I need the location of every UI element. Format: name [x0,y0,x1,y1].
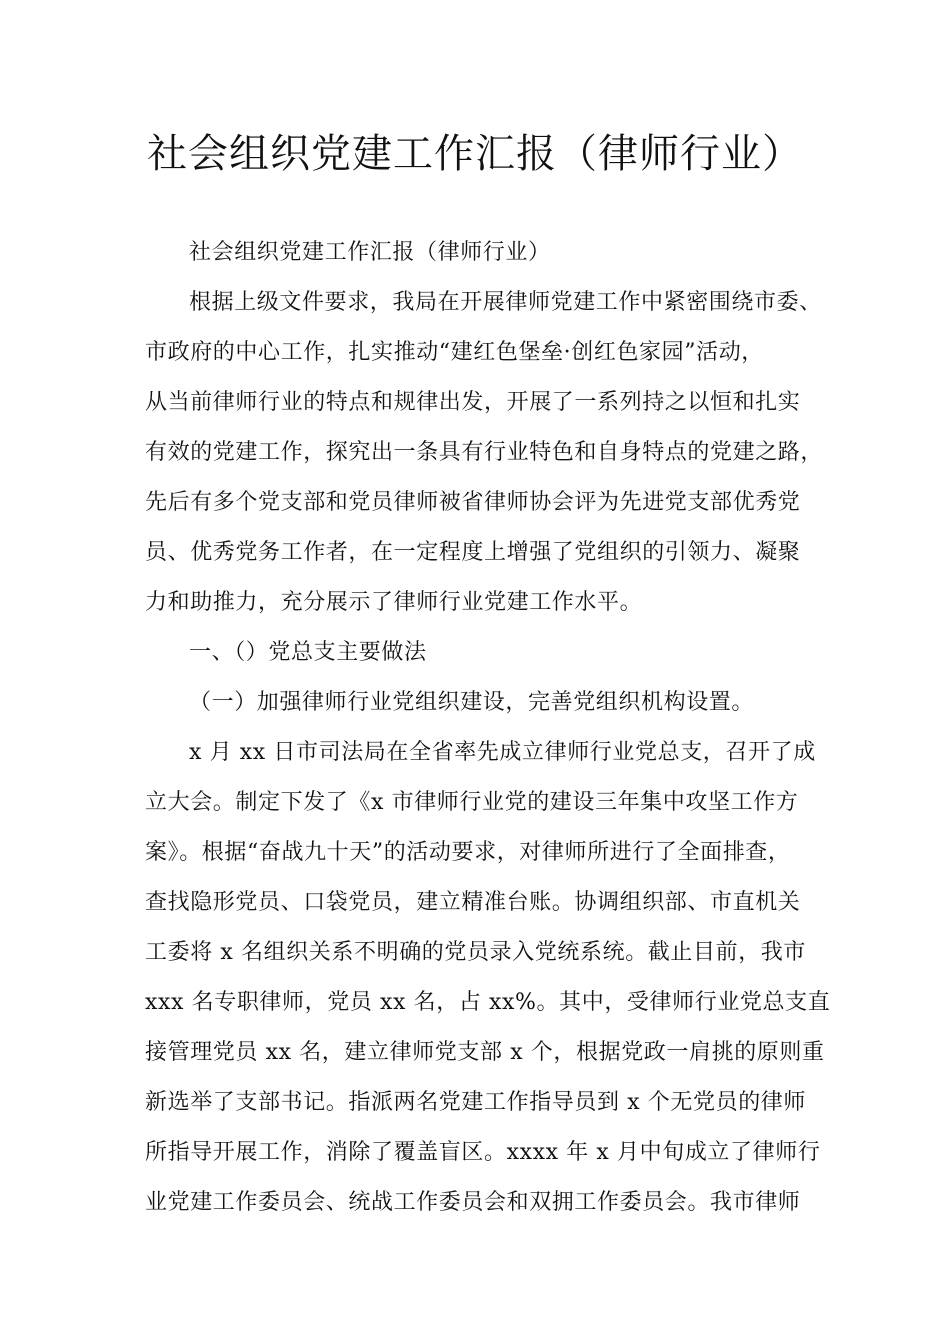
paragraph-line: 查找隐形党员、口袋党员，建立精准台账。协调组织部、市直机关 [145,890,801,915]
paragraph-line: 所指导开展工作，消除了覆盖盲区。xxxx 年 x 月中旬成立了律师行 [145,1140,821,1165]
document-body [145,228,835,1228]
paragraph-line: 立大会。制定下发了《x 市律师行业党的建设三年集中攻坚工作方 [145,790,799,815]
paragraph-line: x 月 xx 日市司法局在全省率先成立律师行业党总支，召开了成 [189,740,816,765]
subtitle-paragraph [145,228,835,278]
paragraph-line: 先后有多个党支部和党员律师被省律师协会评为先进党支部优秀党 [145,490,801,515]
section-heading [145,628,835,678]
paragraph-line: 工委将 x 名组织关系不明确的党员录入党统系统。截止目前，我市 [145,940,806,965]
document-title: 社会组织党建工作汇报（律师行业） [147,131,803,177]
paragraph-line: xxx 名专职律师，党员 xx 名，占 xx%。其中，受律师行业党总支直 [145,990,831,1015]
paragraph-line: 社会组织党建工作汇报（律师行业） [189,240,551,265]
paragraph-line: 一、（）党总支主要做法 [189,640,427,665]
paragraph-line: 从当前律师行业的特点和规律出发，开展了一系列持之以恒和扎实 [145,390,801,415]
intro-paragraph [145,278,835,628]
paragraph-line: 有效的党建工作，探究出一条具有行业特色和自身特点的党建之路， [145,440,824,465]
paragraph-line: 员、优秀党务工作者，在一定程度上增强了党组织的引领力、凝聚 [145,540,801,565]
paragraph-line: 力和助推力，充分展示了律师行业党建工作水平。 [145,590,643,615]
paragraph-line: 市政府的中心工作，扎实推动“建红色堡垒·创红色家园”活动， [145,340,764,365]
paragraph-line: 新选举了支部书记。指派两名党建工作指导员到 x 个无党员的律师 [145,1090,806,1115]
paragraph-line: 接管理党员 xx 名，建立律师党支部 x 个，根据党政一肩挑的原则重 [145,1040,825,1065]
subsection-heading [145,678,835,728]
paragraph-line: （一）加强律师行业党组织建设，完善党组织机构设置。 [189,690,755,715]
paragraph-line: 根据上级文件要求，我局在开展律师党建工作中紧密围绕市委、 [189,290,822,315]
paragraph-line: 业党建工作委员会、统战工作委员会和双拥工作委员会。我市律师 [145,1190,801,1215]
body-paragraph [145,728,835,1228]
paragraph-line: 案》。根据“奋战九十天”的活动要求，对律师所进行了全面排查， [145,840,791,865]
